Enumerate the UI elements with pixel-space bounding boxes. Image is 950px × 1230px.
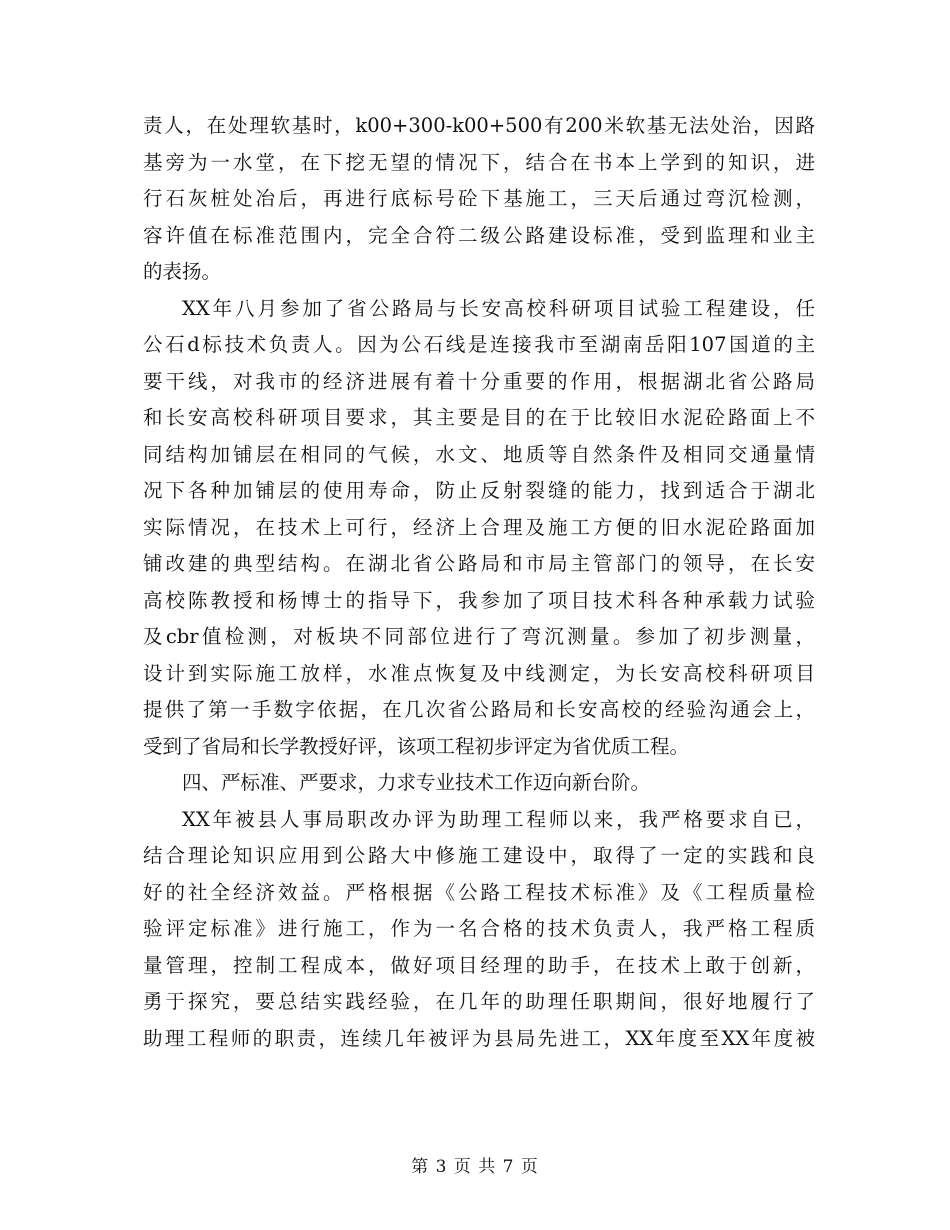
text-line: 设计到实际施工放样，水准点恢复及中线测定，为长安高校科研项目 (143, 661, 815, 685)
text-line: 结合理论知识应用到公路大中修施工建设中，取得了一定的实践和良 (143, 844, 815, 867)
text-line: 提供了第一手数字依据，在几次省公路局和长安高校的经验沟通会上， (143, 698, 815, 721)
text-line: 铺改建的典型结构。在湖北省公路局和市局主管部门的领导，在长安 (143, 552, 815, 575)
text-line: 实际情况，在技术上可行，经济上合理及施工方便的旧水泥砼路面加 (143, 515, 815, 539)
text-line: 量管理，控制工程成本，做好项目经理的助手，在技术上敢于创新， (143, 953, 815, 977)
section-heading: 四、严标准、严要求，力求专业技术工作迈向新台阶。 (182, 771, 651, 794)
paragraph-start-line: XX年被县人事局职改办评为助理工程师以来，我严格要求自已， (182, 807, 815, 831)
text-line: 验评定标准》进行施工，作为一名合格的技术负责人，我严格工程质 (143, 917, 815, 940)
text-line: 助理工程师的职责，连续几年被评为县局先进工，XX年度至XX年度被 (143, 1026, 815, 1050)
text-line: 勇于探究，要总结实践经验，在几年的助理任职期间，很好地履行了 (143, 990, 815, 1013)
text-line: 同结构加铺层在相同的气候，水文、地质等自然条件及相同交通量情 (143, 442, 815, 466)
paragraph-start-line: XX年八月参加了省公路局与长安高校科研项目试验工程建设，任 (182, 296, 815, 320)
text-line: 公石d标技术负责人。因为公石线是连接我市至湖南岳阳107国道的主 (143, 333, 815, 356)
text-line: 好的社全经济效益。严格根据《公路工程技术标准》及《工程质量检 (143, 880, 815, 904)
text-line: 行石灰桩处冶后，再进行底标号砼下基施工，三天后通过弯沉检测， (143, 187, 815, 210)
text-line: 要干线，对我市的经济进展有着十分重要的作用，根据湖北省公路局 (143, 369, 815, 393)
text-line: 责人，在处理软基时，k00+300-k00+500有200米软基无法处治，因路 (143, 114, 815, 137)
text-line: 况下各种加铺层的使用寿命，防止反射裂缝的能力，找到适合于湖北 (143, 479, 815, 502)
text-line: 及cbr值检测，对板块不同部位进行了弯沉测量。参加了初步测量， (143, 625, 815, 648)
text-line: 基旁为一水堂，在下挖无望的情况下，结合在书本上学到的知识，进 (143, 150, 815, 174)
page-number-footer: 第 3 页 共 7 页 (411, 1157, 539, 1177)
text-line: 容许值在标准范围内，完全合符二级公路建设标准，受到监理和业主 (143, 223, 815, 247)
text-line: 受到了省局和长学教授好评，该项工程初步评定为省优质工程。 (143, 734, 690, 758)
text-line: 和长安高校科研项目要求，其主要是目的在于比较旧水泥砼路面上不 (143, 406, 815, 429)
body-text (143, 108, 815, 1057)
text-line: 的表扬。 (143, 260, 222, 283)
text-line: 高校陈教授和杨博士的指导下，我参加了项目技术科各种承载力试验 (143, 588, 815, 612)
